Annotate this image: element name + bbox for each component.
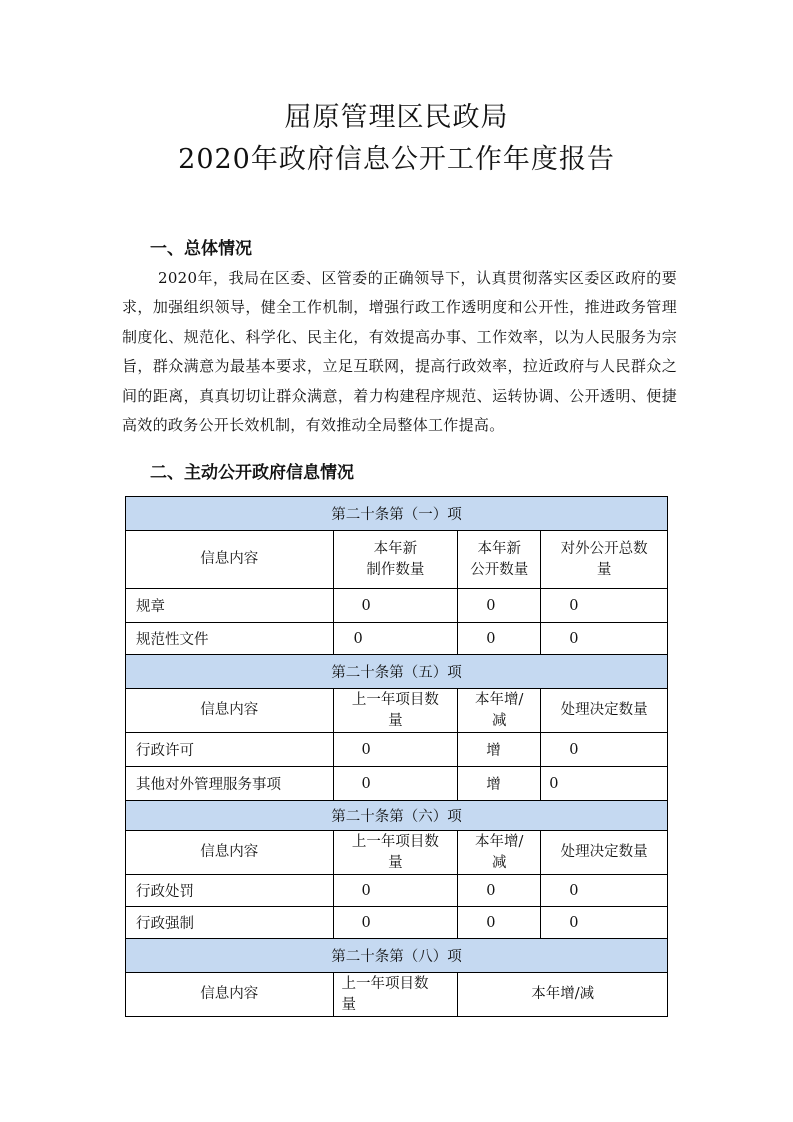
header-cell: 信息内容 [126,689,334,733]
header-cell: 对外公开总数 量 [541,531,668,589]
table-header-row [126,689,668,733]
row-label-cell: 规范性文件 [126,623,334,655]
value-cell: 0 [458,623,541,655]
value-cell: 0 [333,623,458,655]
header-cell: 处理决定数量 [541,689,668,733]
header-cell: 上一年项目数 量 [333,831,458,875]
value-cell: 0 [541,623,668,655]
value-cell: 0 [458,907,541,939]
header-cell: 上一年项目数 量 [333,973,458,1017]
section-title-cell: 第二十条第（一）项 [126,497,668,531]
row-label-cell: 行政许可 [126,733,334,767]
section-title-cell: 第二十条第（六）项 [126,801,668,831]
table-section-row [126,655,668,689]
value-cell: 0 [333,733,458,767]
header-cell: 本年增/ 减 [458,689,541,733]
header-cell: 本年新 制作数量 [333,531,458,589]
table-section-row [126,497,668,531]
header-cell: 本年新 公开数量 [458,531,541,589]
value-cell: 增 [458,733,541,767]
table-row [126,907,668,939]
table-header-row [126,831,668,875]
section-title-cell: 第二十条第（五）项 [126,655,668,689]
header-cell: 上一年项目数 量 [333,689,458,733]
row-label-cell: 其他对外管理服务事项 [126,767,334,801]
table-row [126,623,668,655]
value-cell: 0 [333,589,458,623]
section1-paragraph: 2020年，我局在区委、区管委的正确领导下，认真贯彻落实区委区政府的要求，加强组织领导，健全工作机制，增强行政工作透明度和公开性，推进政务管理制度化、规范化、科学化、民主化，有效提高办事、工作效率，以为人民服务为宗旨，群众满意为最基本要求，立足互联网，提高行政效率，拉近政府与人民群众之间的距离，真真切切让群众满意，着力构建程序规范、运转协调、公开透明、便捷高效的政务公开长效机制，有效推动全局整体工作提高。 [122,269,677,435]
row-label-cell: 行政处罚 [126,875,334,907]
table-section-row [126,939,668,973]
disclosure-table [125,496,668,1017]
section2-heading: 二、主动公开政府信息情况 [150,463,354,483]
value-cell: 0 [541,733,668,767]
value-cell: 0 [333,875,458,907]
header-cell: 本年增/ 减 [458,831,541,875]
value-cell: 0 [541,767,668,801]
header-cell: 处理决定数量 [541,831,668,875]
table-row [126,733,668,767]
table-header-row [126,531,668,589]
value-cell: 0 [333,907,458,939]
row-label-cell: 规章 [126,589,334,623]
value-cell: 0 [458,875,541,907]
value-cell: 0 [458,589,541,623]
section1-heading: 一、总体情况 [150,239,252,259]
section-title-cell: 第二十条第（八）项 [126,939,668,973]
value-cell: 0 [333,767,458,801]
header-cell: 本年增/减 [458,973,668,1017]
header-cell: 信息内容 [126,831,334,875]
table-row [126,767,668,801]
document-title-line1: 屈原管理区民政局 [284,102,509,133]
table-row [126,875,668,907]
document-title-line2: 2020年政府信息公开工作年度报告 [178,144,615,175]
header-cell: 信息内容 [126,531,334,589]
value-cell: 0 [541,875,668,907]
value-cell: 0 [541,907,668,939]
value-cell: 增 [458,767,541,801]
table-header-row [126,973,668,1017]
table-section-row [126,801,668,831]
table-row [126,589,668,623]
value-cell: 0 [541,589,668,623]
header-cell: 信息内容 [126,973,334,1017]
row-label-cell: 行政强制 [126,907,334,939]
